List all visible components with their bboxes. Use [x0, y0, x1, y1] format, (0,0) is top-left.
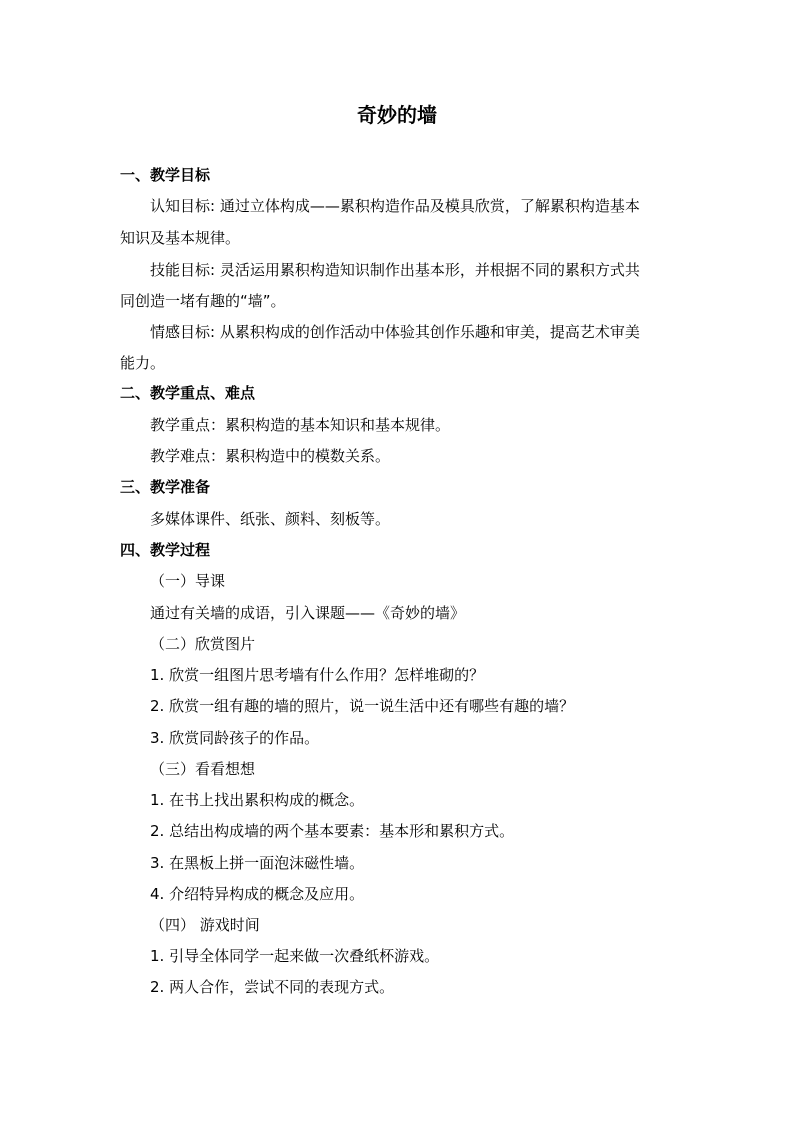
- list-item: 3. 欣赏同龄孩子的作品。: [150, 729, 320, 747]
- key-point-text: 教学重点：累积构造的基本知识和基本规律。: [150, 416, 451, 434]
- process-part3-title: （三）看看想想: [150, 760, 256, 778]
- list-item: 2. 欣赏一组有趣的墙的照片，说一说生活中还有哪些有趣的墙？: [150, 697, 575, 715]
- objective-cognitive-line2: 知识及基本规律。: [120, 229, 241, 247]
- process-part4-title: （四） 游戏时间: [150, 916, 260, 934]
- objective-emotion-line2: 能力。: [120, 354, 166, 372]
- objective-emotion-line1: 情感目标: 从累积构成的创作活动中体验其创作乐趣和审美，提高艺术审美: [150, 323, 640, 341]
- objective-skill-line2: 同创造一堵有趣的“墙”。: [120, 292, 286, 310]
- list-item: 1. 在书上找出累积构成的概念。: [150, 791, 365, 809]
- section-heading-preparation: 三、教学准备: [120, 478, 211, 496]
- section-heading-process: 四、教学过程: [120, 541, 211, 559]
- list-item: 1. 欣赏一组图片思考墙有什么作用？怎样堆砌的？: [150, 666, 485, 684]
- process-part1-text: 通过有关墙的成语，引入课题——《奇妙的墙》: [150, 604, 466, 622]
- page-title: 奇妙的墙: [357, 103, 437, 127]
- process-part1-title: （一）导课: [150, 572, 226, 590]
- objective-skill-line1: 技能目标: 灵活运用累积构造知识制作出基本形，并根据不同的累积方式共: [150, 261, 640, 279]
- list-item: 3. 在黑板上拼一面泡沫磁性墙。: [150, 854, 365, 872]
- objective-cognitive-line1: 认知目标: 通过立体构成——累积构造作品及模具欣赏，了解累积构造基本: [150, 197, 640, 215]
- list-item: 4. 介绍特异构成的概念及应用。: [150, 885, 365, 903]
- list-item: 1. 引导全体同学一起来做一次叠纸杯游戏。: [150, 947, 440, 965]
- list-item: 2. 总结出构成墙的两个基本要素：基本形和累积方式。: [150, 822, 515, 840]
- list-item: 2. 两人合作，尝试不同的表现方式。: [150, 978, 395, 996]
- difficult-point-text: 教学难点：累积构造中的模数关系。: [150, 447, 391, 465]
- preparation-materials: 多媒体课件、纸张、颜料、刻板等。: [150, 510, 391, 528]
- process-part2-title: （二）欣赏图片: [150, 635, 256, 653]
- section-heading-objectives: 一、教学目标: [120, 166, 211, 184]
- section-heading-key-points: 二、教学重点、难点: [120, 384, 256, 402]
